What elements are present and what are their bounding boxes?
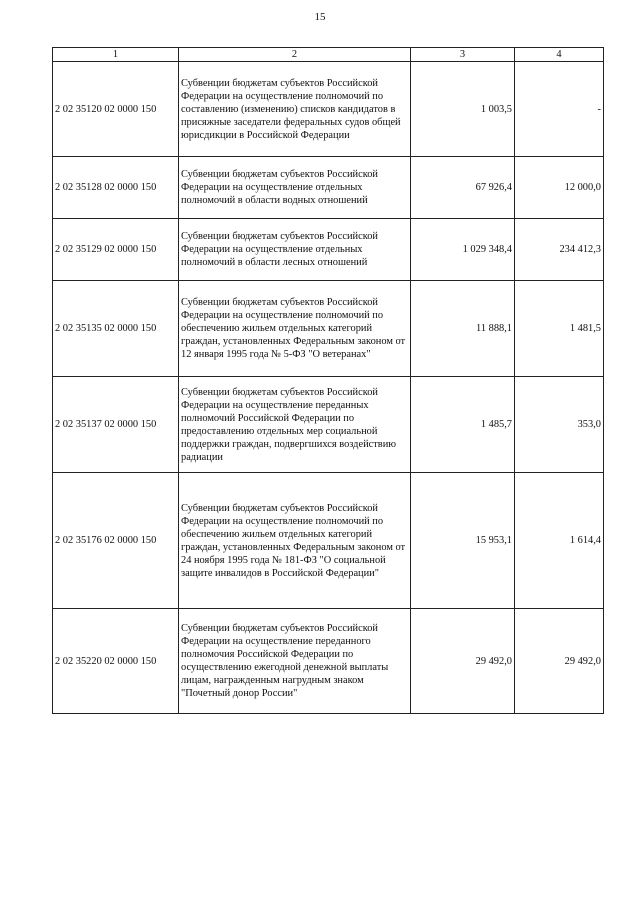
row-value-col4: 29 492,0 [515, 609, 604, 714]
table-row [53, 377, 604, 473]
table-row [53, 473, 604, 609]
header-col-1: 1 [53, 48, 179, 62]
row-name: Субвенции бюджетам субъектов Российской Федерации на осуществление отдельных полномочий в области лесных отношений [179, 219, 411, 281]
page-number: 15 [314, 11, 326, 23]
row-code: 2 02 35129 02 0000 150 [53, 219, 179, 281]
row-code: 2 02 35137 02 0000 150 [53, 377, 179, 473]
table-row [53, 62, 604, 157]
table-row [53, 609, 604, 714]
row-value-col4: - [515, 62, 604, 157]
header-col-2: 2 [179, 48, 411, 62]
row-value-col4: 1 614,4 [515, 473, 604, 609]
row-name: Субвенции бюджетам субъектов Российской Федерации на осуществление отдельных полномочий в области водных отношений [179, 157, 411, 219]
table-header-row [53, 48, 604, 62]
table-row [53, 157, 604, 219]
row-name: Субвенции бюджетам субъектов Российской Федерации на осуществление полномочий по обеспечению жильем отдельных категорий граждан, установленных Федеральным законом от 24 ноября 1995 года № 181-ФЗ "О социальной защите инвалидов в Российской Федерации" [179, 473, 411, 609]
row-name: Субвенции бюджетам субъектов Российской Федерации на осуществление полномочий по обеспечению жильем отдельных категорий граждан, установленных Федеральным законом от 12 января 1995 года № 5-ФЗ "О ветеранах" [179, 281, 411, 377]
row-value-col3: 11 888,1 [411, 281, 515, 377]
row-code: 2 02 35176 02 0000 150 [53, 473, 179, 609]
row-value-col3: 1 029 348,4 [411, 219, 515, 281]
row-name: Субвенции бюджетам субъектов Российской Федерации на осуществление переданных полномочий Российской Федерации по предоставлению отдельных мер социальной поддержки граждан, подвергшихся воздействию радиации [179, 377, 411, 473]
row-code: 2 02 35220 02 0000 150 [53, 609, 179, 714]
table-row [53, 281, 604, 377]
row-code: 2 02 35135 02 0000 150 [53, 281, 179, 377]
row-value-col4: 234 412,3 [515, 219, 604, 281]
row-value-col3: 67 926,4 [411, 157, 515, 219]
row-value-col3: 1 485,7 [411, 377, 515, 473]
row-name: Субвенции бюджетам субъектов Российской Федерации на осуществление переданного полномочия Российской Федерации по осуществлению ежегодной денежной выплаты лицам, награжденным нагрудным знаком "Почетный донор России" [179, 609, 411, 714]
header-col-4: 4 [515, 48, 604, 62]
row-code: 2 02 35128 02 0000 150 [53, 157, 179, 219]
row-value-col4: 1 481,5 [515, 281, 604, 377]
row-value-col3: 29 492,0 [411, 609, 515, 714]
row-name: Субвенции бюджетам субъектов Российской Федерации на осуществление полномочий по составлению (изменению) списков кандидатов в присяжные заседатели федеральных судов общей юрисдикции в Российской Федерации [179, 62, 411, 157]
table-row [53, 219, 604, 281]
row-code: 2 02 35120 02 0000 150 [53, 62, 179, 157]
header-col-3: 3 [411, 48, 515, 62]
row-value-col4: 353,0 [515, 377, 604, 473]
row-value-col3: 15 953,1 [411, 473, 515, 609]
budget-table [52, 47, 604, 714]
row-value-col4: 12 000,0 [515, 157, 604, 219]
row-value-col3: 1 003,5 [411, 62, 515, 157]
